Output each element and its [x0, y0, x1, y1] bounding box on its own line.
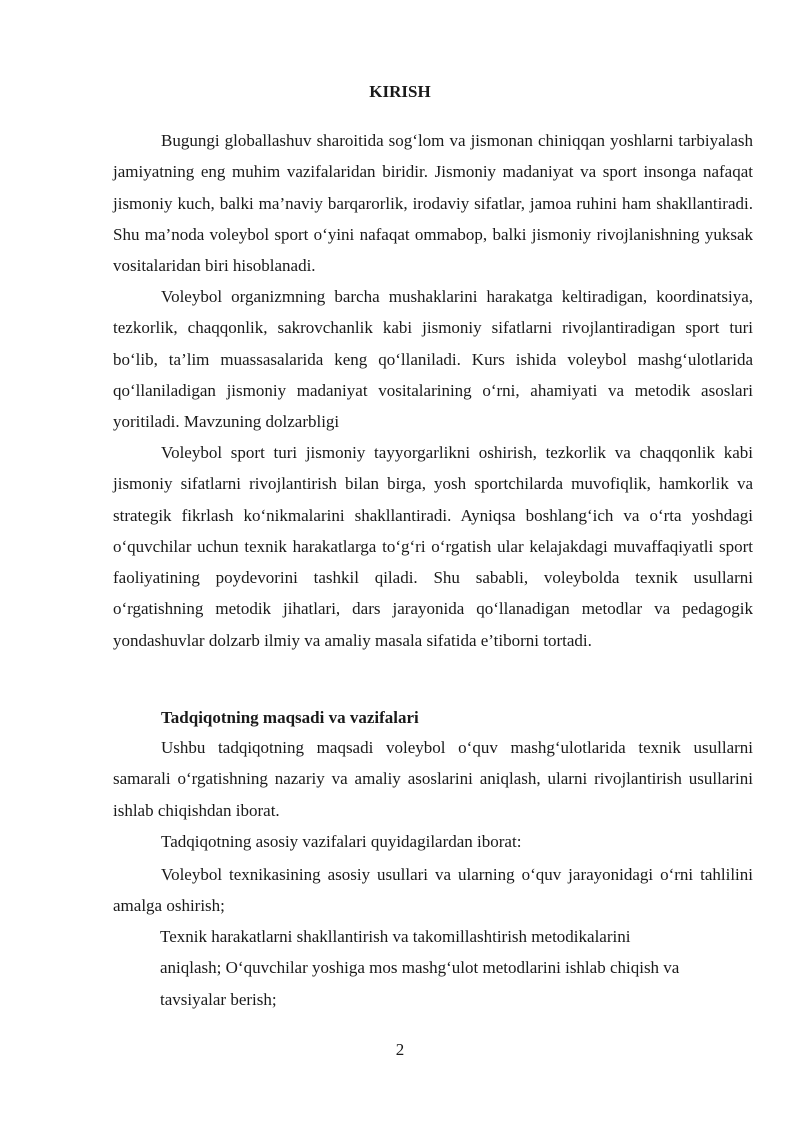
purpose-paragraph: Ushbu tadqiqotning maqsadi voleybol o‘quv mashg‘ulotlarida texnik usullarni samarali o‘rgatishning nazariy va amaliy asoslarini aniqlash, ularni rivojlantirish usullarini ishlab chiqishdan iborat.: [113, 738, 753, 820]
relevance-paragraph: Voleybol sport turi jismoniy tayyorgarlikni oshirish, tezkorlik va chaqqonlik kabi jismoniy sifatlarni rivojlantirish bilan birga, yosh sportchilarda muvofiqlik, hamkorlik va strategik fikrlash ko‘nikmalarini shakllantiradi. Ayniqsa boshlang‘ich va o‘rta yoshdagi o‘quvchilar uchun texnik harakatlarga to‘g‘ri o‘rgatish ular kelajakdagi muvaffaqiyatli sport faoliyatining poydevorini tashkil qiladi. Shu sababli, voleybolda texnik usullarni o‘rgatishning metodik jihatlari, dars jarayonida qo‘llanadigan metodlar va pedagogik yondashuvlar dolzarb ilmiy va amaliy masala sifatida e’tiborni tortadi.: [113, 443, 753, 650]
tasks-intro: Tadqiqotning asosiy vazifalari quyidagilardan iborat:: [161, 832, 522, 851]
task-item-2: Texnik harakatlarni shakllantirish va takomillashtirish metodikalarini aniqlash; O‘quvchilar yoshiga mos mashg‘ulot metodlarini ishlab chiqish va tavsiyalar berish;: [160, 927, 680, 1009]
task-item-1: Voleybol texnikasining asosiy usullari va ularning o‘quv jarayonidagi o‘rni tahlilini amalga oshirish;: [113, 865, 753, 916]
intro-paragraph-2: Voleybol organizmning barcha mushaklarini harakatga keltiradigan, koordinatsiya, tezkorlik, chaqqonlik, sakrovchanlik kabi jismoniy sifatlarni rivojlantiradigan sport turi bo‘lib, ta’lim muassasalarida keng qo‘llaniladi. Kurs ishida voleybol mashg‘ulotlarida qo‘llaniladigan jismoniy madaniyat vositalarining o‘rni, ahamiyati va metodik asoslari yoritiladi. Mavzuning dolzarbligi: [113, 287, 753, 432]
section-heading: Tadqiqotning maqsadi va vazifalari: [161, 708, 419, 727]
page-number: 2: [395, 1040, 405, 1059]
page-title: KIRISH: [369, 82, 431, 101]
intro-paragraph-1: Bugungi globallashuv sharoitida sog‘lom va jismonan chiniqqan yoshlarni tarbiyalash jamiyatning eng muhim vazifalaridan biridir. Jismoniy madaniyat va sport insonga nafaqat jismoniy kuch, balki ma’naviy barqarorlik, irodaviy sifatlar, jamoa ruhini ham shakllantiradi. Shu ma’noda voleybol sport o‘yini nafaqat ommabop, balki jismoniy rivojlanishning yuksak vositalaridan biri hisoblanadi.: [113, 131, 753, 276]
